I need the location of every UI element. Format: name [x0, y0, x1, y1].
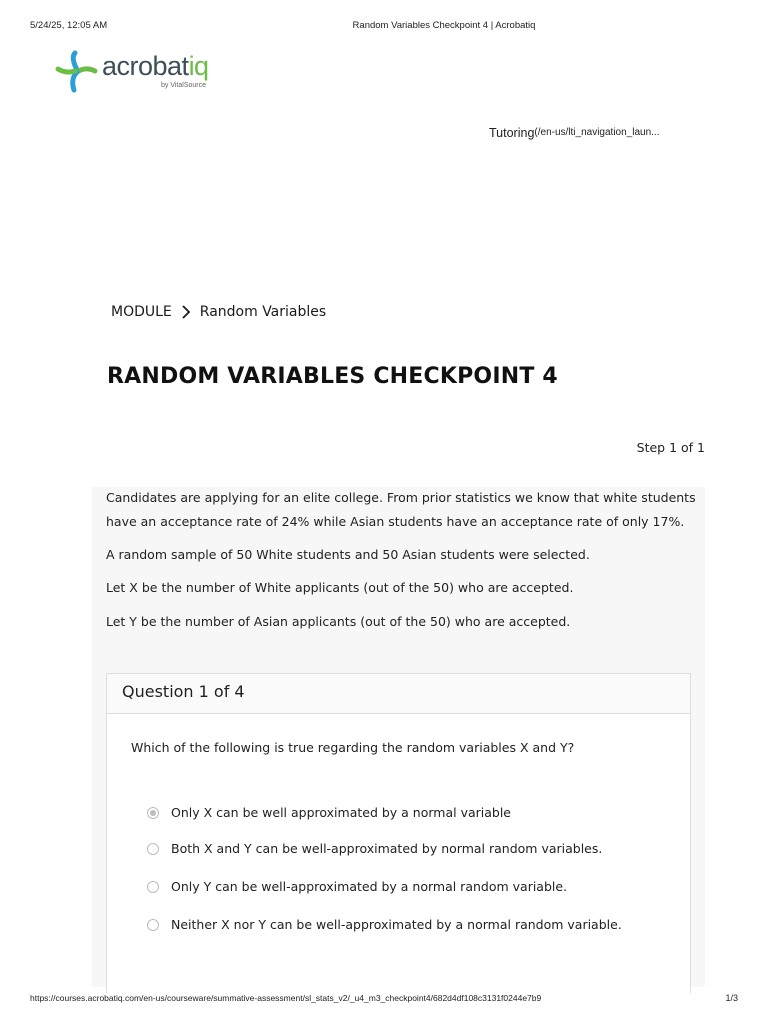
- question-text: Which of the following is true regarding the random variables X and Y?: [131, 740, 575, 755]
- answer-option-label: Neither X nor Y can be well-approximated by a normal random variable.: [171, 917, 622, 932]
- answer-option-1[interactable]: [147, 805, 511, 820]
- chevron-right-icon: [181, 305, 191, 319]
- logo-wordmark-main: acrobat: [102, 51, 189, 81]
- answer-option-label: Only Y can be well-approximated by a normal random variable.: [171, 879, 568, 894]
- stem-line-2: have an acceptance rate of 24% while Asian students have an acceptance rate of only 17%.: [106, 514, 685, 529]
- acrobatiq-logo-icon: [55, 50, 99, 94]
- answer-option-3[interactable]: [147, 879, 567, 894]
- radio-button[interactable]: [147, 843, 159, 855]
- answer-option-4[interactable]: [147, 917, 622, 932]
- radio-button[interactable]: [147, 881, 159, 893]
- radio-button[interactable]: [147, 919, 159, 931]
- answer-option-label: Only X can be well approximated by a normal variable: [171, 805, 512, 820]
- page-title: RANDOM VARIABLES CHECKPOINT 4: [107, 364, 558, 389]
- step-indicator: Step 1 of 1: [636, 440, 705, 455]
- print-page-number: 1/3: [725, 993, 738, 1003]
- answer-option-2[interactable]: [147, 841, 602, 856]
- breadcrumb-module[interactable]: MODULE: [111, 304, 172, 320]
- stem-line-3: A random sample of 50 White students and 50 Asian students were selected.: [106, 547, 590, 562]
- logo-byline: by VitalSource: [161, 82, 207, 89]
- question-card: [106, 673, 691, 993]
- stem-line-4: Let X be the number of White applicants (out of the 50) who are accepted.: [106, 580, 574, 595]
- breadcrumb-current[interactable]: Random Variables: [199, 304, 327, 320]
- answer-option-label: Both X and Y can be well-approximated by normal random variables.: [171, 841, 603, 856]
- print-date: 5/24/25, 12:05 AM: [30, 20, 108, 31]
- tutoring-link[interactable]: [489, 124, 659, 142]
- acrobatiq-logo[interactable]: [55, 48, 255, 96]
- tutoring-label: Tutoring: [489, 126, 535, 140]
- stem-line-5: Let Y be the number of Asian applicants (out of the 50) who are accepted.: [106, 614, 571, 629]
- logo-wordmark-accent: iq: [188, 51, 209, 81]
- print-url: https://courses.acrobatiq.com/en-us/courseware/summative-assessment/sl_stats_v2/_u4_m3_checkpoint4/682d4df108c3131f0244e7b9: [30, 993, 542, 1003]
- stem-line-1: Candidates are applying for an elite college. From prior statistics we know that white students: [106, 490, 696, 505]
- logo-wordmark: [102, 51, 209, 82]
- breadcrumb: [111, 304, 326, 320]
- question-header: Question 1 of 4: [107, 674, 690, 714]
- tutoring-path: (/en-us/lti_navigation_laun...: [534, 127, 660, 138]
- print-title: Random Variables Checkpoint 4 | Acrobatiq: [352, 20, 536, 31]
- radio-button-selected[interactable]: [147, 807, 159, 819]
